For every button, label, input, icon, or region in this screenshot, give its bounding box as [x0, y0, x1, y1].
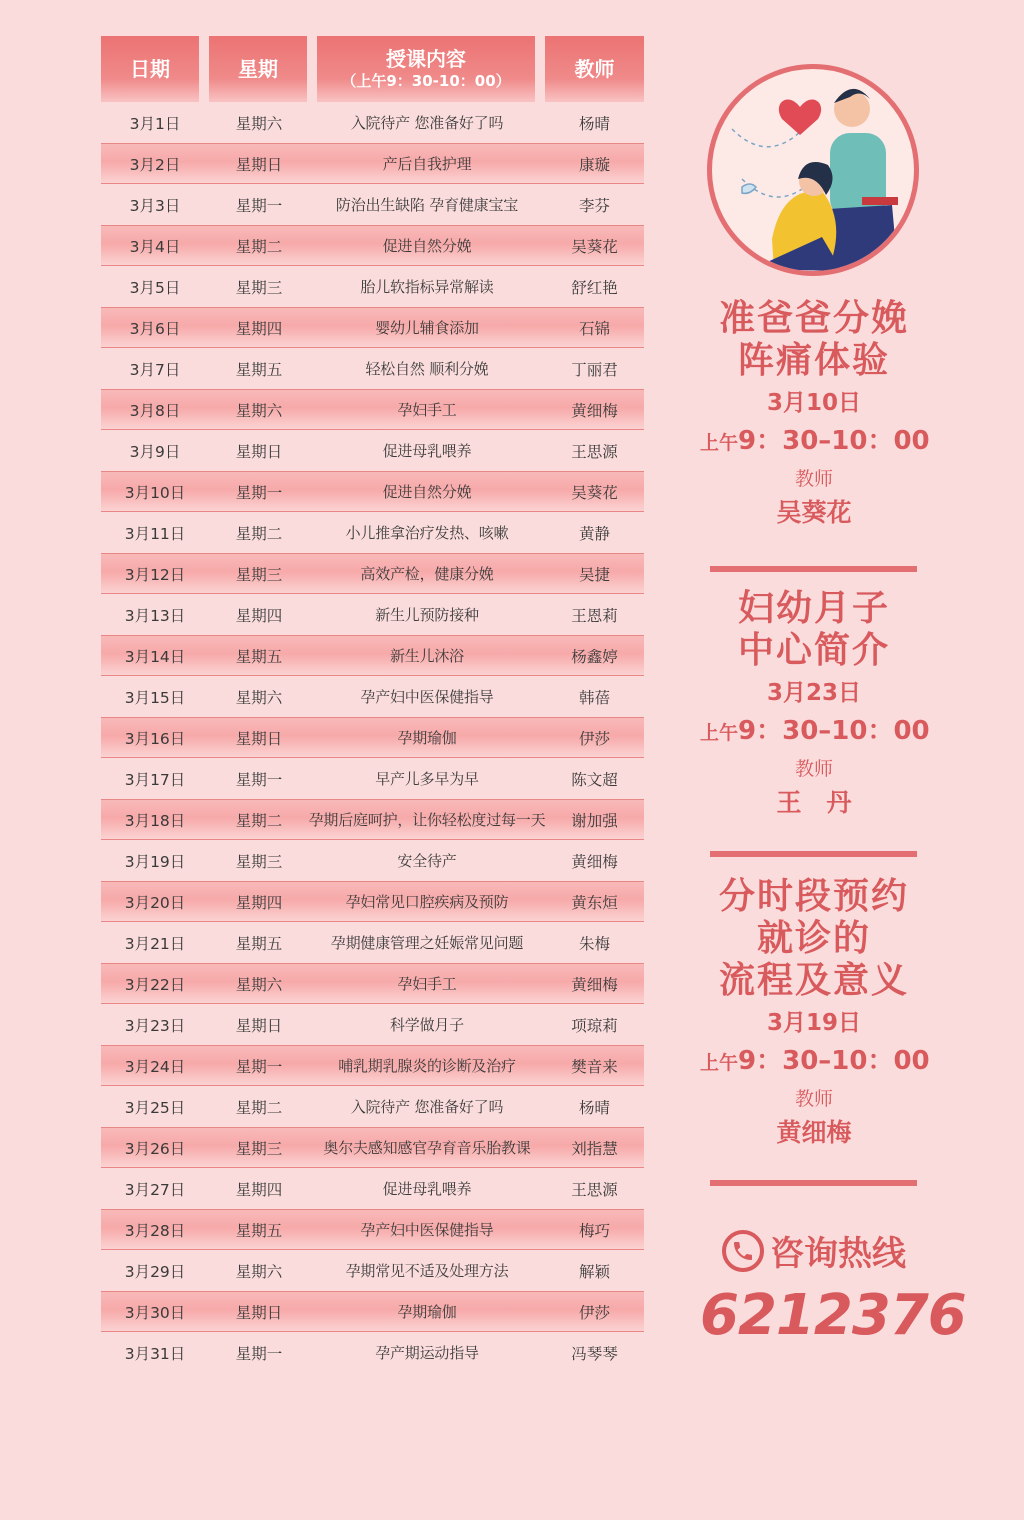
row-weekday: 星期五	[235, 934, 283, 953]
row-teacher: 刘指慧	[571, 1139, 618, 1158]
row-weekday: 星期一	[235, 483, 283, 502]
event-teacher-label: 教师	[794, 1088, 833, 1110]
table-row	[101, 717, 644, 758]
row-date: 3月28日	[124, 1221, 186, 1240]
row-date: 3月21日	[124, 934, 186, 953]
row-content: 孕期常见不适及处理方法	[345, 1262, 509, 1280]
row-content: 奥尔夫感知感官孕育音乐胎教课	[323, 1139, 531, 1157]
row-teacher: 樊音来	[571, 1057, 618, 1076]
event-card-3	[700, 876, 928, 1150]
table-row	[101, 430, 644, 471]
event-card-2	[700, 588, 928, 820]
event-teacher-label: 教师	[794, 468, 833, 490]
row-teacher: 项琼莉	[571, 1016, 618, 1035]
row-date: 3月17日	[124, 770, 186, 789]
table-header	[101, 36, 644, 102]
row-content: 促进母乳喂养	[382, 442, 472, 460]
hotline	[700, 1226, 966, 1348]
table-row	[101, 553, 644, 594]
row-weekday: 星期五	[235, 647, 283, 666]
row-content: 早产儿多早为早	[375, 770, 479, 788]
table-row	[101, 799, 644, 840]
header-content: 授课内容 （上午9：30-10：00）	[317, 36, 535, 102]
hotline-label: 咨询热线	[770, 1234, 906, 1274]
row-date: 3月13日	[124, 606, 186, 625]
row-weekday: 星期日	[235, 155, 283, 174]
divider	[710, 851, 917, 857]
table-row	[101, 389, 644, 430]
row-weekday: 星期六	[235, 688, 283, 707]
row-teacher: 谢加强	[571, 811, 618, 830]
row-weekday: 星期六	[235, 1262, 283, 1281]
table-body	[101, 102, 644, 1373]
row-weekday: 星期二	[235, 237, 283, 256]
row-weekday: 星期五	[235, 1221, 283, 1240]
row-date: 3月24日	[124, 1057, 186, 1076]
row-date: 3月20日	[124, 893, 186, 912]
row-date: 3月25日	[124, 1098, 186, 1117]
header-content-time: （上午9：30-10：00）	[341, 72, 511, 90]
row-teacher: 梅巧	[578, 1221, 610, 1240]
row-date: 3月27日	[124, 1180, 186, 1199]
phone-icon	[722, 1230, 764, 1272]
table-row	[101, 1209, 644, 1250]
row-weekday: 星期二	[235, 811, 283, 830]
row-teacher: 吴葵花	[571, 483, 618, 502]
row-teacher: 黄细梅	[571, 401, 618, 420]
table-row	[101, 1291, 644, 1332]
table-row	[101, 758, 644, 799]
table-row	[101, 471, 644, 512]
row-content: 小儿推拿治疗发热、咳嗽	[345, 524, 509, 542]
row-date: 3月11日	[124, 524, 186, 543]
row-content: 新生儿沐浴	[389, 647, 464, 665]
table-row	[101, 225, 644, 266]
row-content: 孕产期运动指导	[375, 1344, 479, 1362]
row-date: 3月15日	[124, 688, 186, 707]
row-date: 3月2日	[129, 155, 181, 174]
row-date: 3月29日	[124, 1262, 186, 1281]
table-row	[101, 963, 644, 1004]
row-content: 孕妇常见口腔疾病及预防	[345, 893, 509, 911]
table-row	[101, 348, 644, 389]
event-teacher: 吴葵花	[776, 498, 852, 527]
event-date: 3月10日	[766, 390, 861, 416]
row-weekday: 星期一	[235, 196, 283, 215]
row-teacher: 吴葵花	[571, 237, 618, 256]
row-weekday: 星期四	[235, 1180, 283, 1199]
row-weekday: 星期一	[235, 1057, 283, 1076]
row-teacher: 杨晴	[578, 1098, 610, 1117]
table-row	[101, 1086, 644, 1127]
couple-illustration-image	[712, 69, 914, 271]
row-date: 3月23日	[124, 1016, 186, 1035]
row-weekday: 星期三	[235, 565, 283, 584]
row-teacher: 黄东烜	[571, 893, 618, 912]
table-row	[101, 881, 644, 922]
row-content: 孕期健康管理之妊娠常见问题	[330, 934, 524, 952]
row-content: 孕妇手工	[397, 401, 457, 419]
row-weekday: 星期五	[235, 360, 283, 379]
table-row	[101, 102, 644, 143]
row-content: 促进自然分娩	[382, 237, 472, 255]
row-weekday: 星期日	[235, 1016, 283, 1035]
row-weekday: 星期二	[235, 1098, 283, 1117]
event-date: 3月19日	[766, 1010, 861, 1036]
row-date: 3月30日	[124, 1303, 186, 1322]
table-row	[101, 184, 644, 225]
row-date: 3月6日	[129, 319, 181, 338]
row-weekday: 星期六	[235, 401, 283, 420]
event-title: 准爸爸分娩 阵痛体验	[718, 298, 909, 381]
row-content: 孕产妇中医保健指导	[360, 688, 494, 706]
table-row	[101, 1168, 644, 1209]
row-weekday: 星期日	[235, 1303, 283, 1322]
row-date: 3月26日	[124, 1139, 186, 1158]
table-row	[101, 1332, 644, 1373]
row-content: 孕期后庭呵护，让你轻松度过每一天	[308, 811, 546, 829]
row-weekday: 星期四	[235, 893, 283, 912]
table-row	[101, 1250, 644, 1291]
table-row	[101, 1004, 644, 1045]
event-title: 分时段预约 就诊的 流程及意义	[718, 876, 909, 1001]
row-weekday: 星期一	[235, 1344, 283, 1363]
event-teacher: 黄细梅	[776, 1118, 852, 1147]
row-teacher: 韩蓓	[578, 688, 610, 707]
row-date: 3月8日	[129, 401, 181, 420]
row-date: 3月19日	[124, 852, 186, 871]
event-time: 上午9：30–10：00	[700, 1046, 930, 1076]
table-row	[101, 307, 644, 348]
row-teacher: 伊莎	[578, 729, 610, 748]
row-content: 孕妇手工	[397, 975, 457, 993]
row-date: 3月5日	[129, 278, 181, 297]
table-row	[101, 635, 644, 676]
row-teacher: 王思源	[571, 1180, 618, 1199]
row-weekday: 星期六	[235, 114, 283, 133]
row-teacher: 舒红艳	[571, 278, 618, 297]
row-weekday: 星期三	[235, 852, 283, 871]
course-schedule-table	[101, 36, 644, 1363]
row-content: 孕期瑜伽	[397, 1303, 457, 1321]
header-weekday: 星期	[209, 36, 307, 102]
event-card-1	[700, 298, 928, 530]
hotline-number[interactable]: 6212376	[700, 1283, 966, 1348]
divider	[710, 566, 917, 572]
row-date: 3月14日	[124, 647, 186, 666]
header-date: 日期	[101, 36, 199, 102]
row-teacher: 石锦	[578, 319, 610, 338]
row-teacher: 冯琴琴	[571, 1344, 618, 1363]
row-date: 3月12日	[124, 565, 186, 584]
row-content: 孕产妇中医保健指导	[360, 1221, 494, 1239]
row-date: 3月10日	[124, 483, 186, 502]
row-content: 孕期瑜伽	[397, 729, 457, 747]
row-teacher: 王恩莉	[571, 606, 618, 625]
row-content: 入院待产 您准备好了吗	[350, 1098, 504, 1116]
row-weekday: 星期一	[235, 770, 283, 789]
row-teacher: 李芬	[578, 196, 610, 215]
event-teacher: 王 丹	[776, 788, 852, 817]
table-row	[101, 676, 644, 717]
couple-illustration	[707, 64, 919, 276]
row-teacher: 陈文超	[571, 770, 618, 789]
row-teacher: 杨鑫婷	[571, 647, 618, 666]
row-date: 3月16日	[124, 729, 186, 748]
divider	[710, 1180, 917, 1186]
row-teacher: 黄静	[578, 524, 610, 543]
row-content: 胎儿软指标异常解读	[360, 278, 494, 296]
row-weekday: 星期日	[235, 442, 283, 461]
row-date: 3月4日	[129, 237, 181, 256]
row-content: 婴幼儿辅食添加	[375, 319, 479, 337]
event-time: 上午9：30–10：00	[700, 426, 930, 456]
table-row	[101, 1045, 644, 1086]
row-date: 3月31日	[124, 1344, 186, 1363]
row-content: 轻松自然 顺利分娩	[365, 360, 489, 378]
table-row	[101, 512, 644, 553]
row-weekday: 星期二	[235, 524, 283, 543]
row-content: 科学做月子	[389, 1016, 464, 1034]
row-date: 3月22日	[124, 975, 186, 994]
event-date: 3月23日	[766, 680, 861, 706]
row-teacher: 丁丽君	[571, 360, 618, 379]
row-teacher: 朱梅	[578, 934, 610, 953]
event-title: 妇幼月子 中心简介	[737, 588, 890, 671]
row-teacher: 康璇	[578, 155, 610, 174]
row-date: 3月18日	[124, 811, 186, 830]
row-teacher: 杨晴	[578, 114, 610, 133]
row-content: 防治出生缺陷 孕育健康宝宝	[335, 196, 519, 214]
row-date: 3月7日	[129, 360, 181, 379]
row-teacher: 解颖	[578, 1262, 610, 1281]
row-content: 高效产检，健康分娩	[360, 565, 494, 583]
row-content: 安全待产	[397, 852, 457, 870]
row-teacher: 吴捷	[578, 565, 610, 584]
table-row	[101, 594, 644, 635]
row-date: 3月9日	[129, 442, 181, 461]
row-weekday: 星期四	[235, 606, 283, 625]
row-teacher: 王思源	[571, 442, 618, 461]
row-content: 促进母乳喂养	[382, 1180, 472, 1198]
row-content: 促进自然分娩	[382, 483, 472, 501]
event-time: 上午9：30–10：00	[700, 716, 930, 746]
row-weekday: 星期六	[235, 975, 283, 994]
event-teacher-label: 教师	[794, 758, 833, 780]
table-row	[101, 922, 644, 963]
table-row	[101, 143, 644, 184]
row-content: 哺乳期乳腺炎的诊断及治疗	[338, 1057, 516, 1075]
row-date: 3月1日	[129, 114, 181, 133]
row-date: 3月3日	[129, 196, 181, 215]
row-weekday: 星期日	[235, 729, 283, 748]
table-row	[101, 1127, 644, 1168]
row-teacher: 伊莎	[578, 1303, 610, 1322]
row-weekday: 星期三	[235, 1139, 283, 1158]
table-row	[101, 266, 644, 307]
row-teacher: 黄细梅	[571, 852, 618, 871]
row-content: 产后自我护理	[382, 155, 472, 173]
row-weekday: 星期四	[235, 319, 283, 338]
row-content: 新生儿预防接种	[375, 606, 479, 624]
header-teacher: 教师	[545, 36, 644, 102]
row-weekday: 星期三	[235, 278, 283, 297]
row-content: 入院待产 您准备好了吗	[350, 114, 504, 132]
row-teacher: 黄细梅	[571, 975, 618, 994]
table-row	[101, 840, 644, 881]
